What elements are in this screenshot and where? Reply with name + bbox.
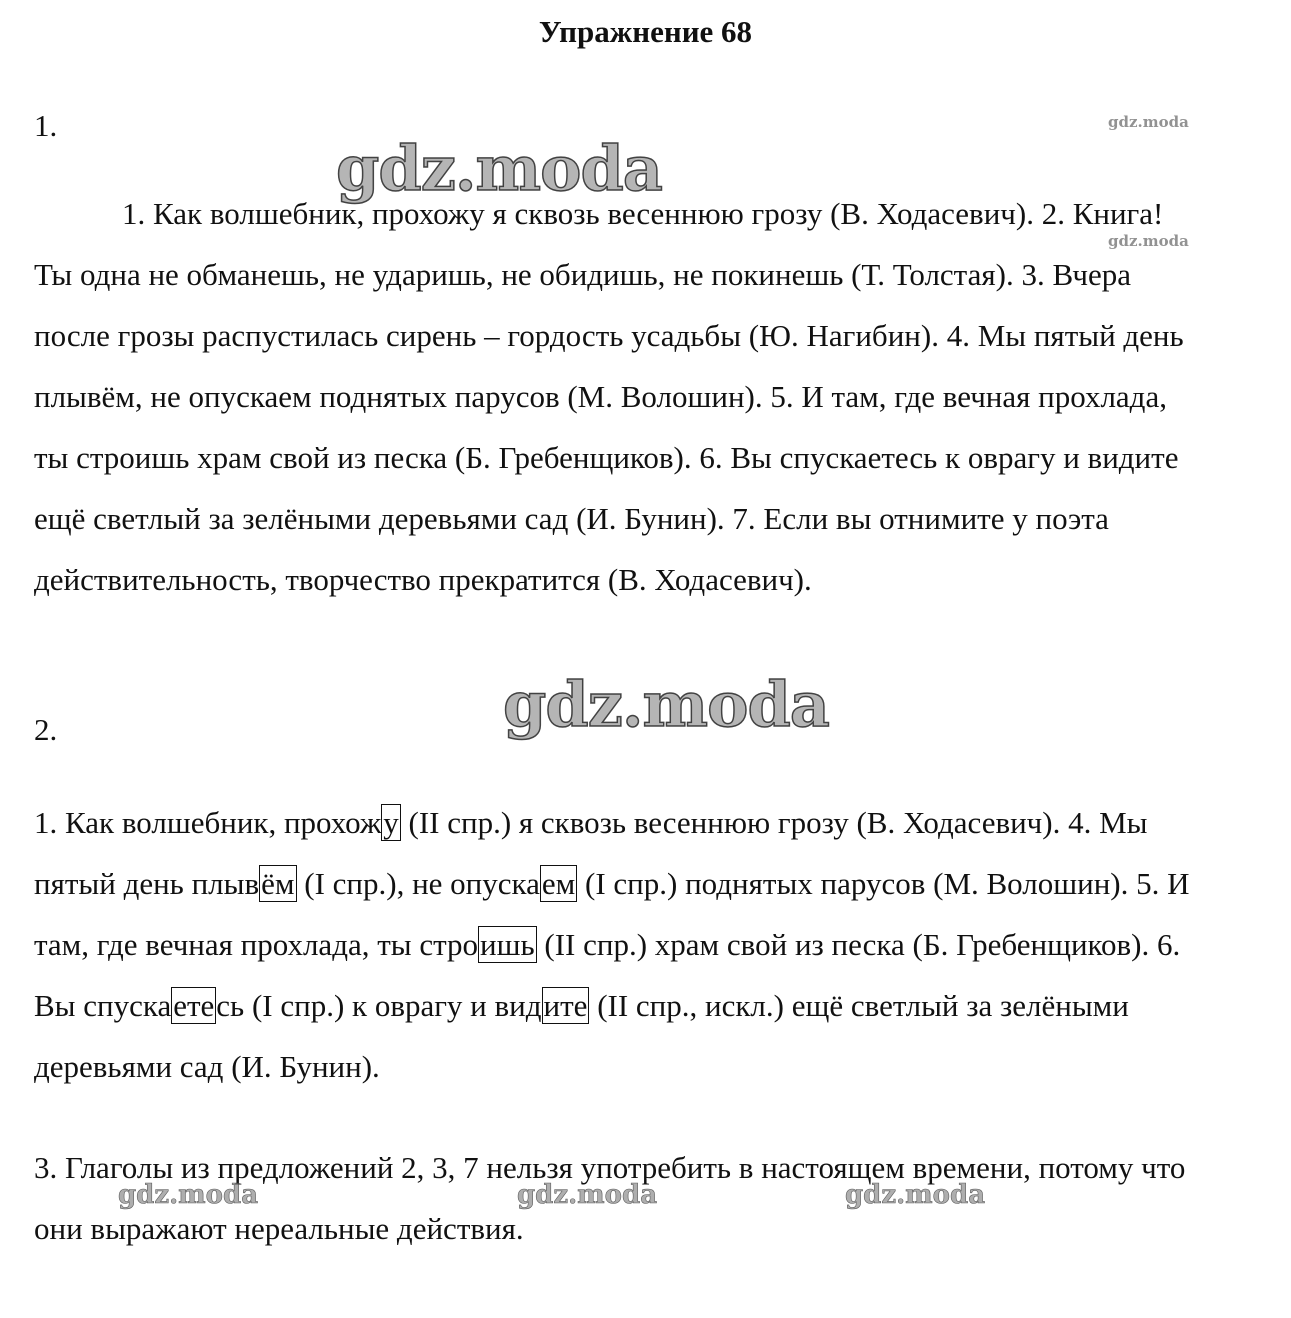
ending-box: ете xyxy=(173,988,215,1023)
ending-box: у xyxy=(383,805,399,840)
watermark-small: gdz.moda xyxy=(1108,232,1189,250)
section-1-text: 1. Как волшебник, прохожу я сквозь весеннюю грозу (В. Ходасевич). 2. Книга! Ты одна не обманешь, не ударишь, не обидишь, не покинешь (Т. Толстая). 3. Вчера после грозы распустилась сирень – гордость усадьбы (Ю. Нагибин). 4. Мы пятый день плывём, не опускаем поднятых парусов (М. Волошин). 5. И там, где вечная прохлада, ты строишь храм свой из песка (Б. Гребенщиков). 6. Вы спускаетесь к оврагу и видите ещё светлый за зелёными деревьями сад (И. Бунин). 7. Если вы отнимите у поэта действительность, творчество прекратится (В. Ходасевич). xyxy=(34,196,1184,597)
watermark-large: gdz.moda xyxy=(336,132,662,205)
watermark-large: gdz.moda xyxy=(503,668,829,741)
ending-box: ите xyxy=(543,988,588,1023)
ending-box: ишь xyxy=(480,927,535,962)
ending-box: ем xyxy=(541,866,576,901)
section-2-text: 1. Как волшебник, прохожу (II спр.) я сквозь весеннюю грозу (В. Ходасевич). 4. Мы пятый день плывём (I спр.), не опускаем (I спр.) поднятых парусов (М. Волошин). 5. И там, где вечная прохлада, ты строишь (II спр.) храм свой из песка (Б. Гребенщиков). 6. Вы спускаетесь (I спр.) к оврагу и видите (II спр., искл.) ещё светлый за зелёными деревьями сад (И. Бунин). xyxy=(34,805,1190,1084)
exercise-title: Упражнение 68 xyxy=(538,14,753,49)
section-1-number: 1. xyxy=(34,108,58,143)
watermark-medium: gdz.moda xyxy=(118,1180,259,1210)
watermark-medium: gdz.moda xyxy=(845,1180,986,1210)
ending-box: ём xyxy=(261,866,295,901)
section-3-text: 3. Глаголы из предложений 2, 3, 7 нельзя употребить в настоящем времени, потому что они выражают нереальные действия. xyxy=(34,1150,1186,1246)
watermark-medium: gdz.moda xyxy=(517,1180,658,1210)
watermark-small: gdz.moda xyxy=(1108,113,1189,131)
section-2-number: 2. xyxy=(34,712,58,747)
